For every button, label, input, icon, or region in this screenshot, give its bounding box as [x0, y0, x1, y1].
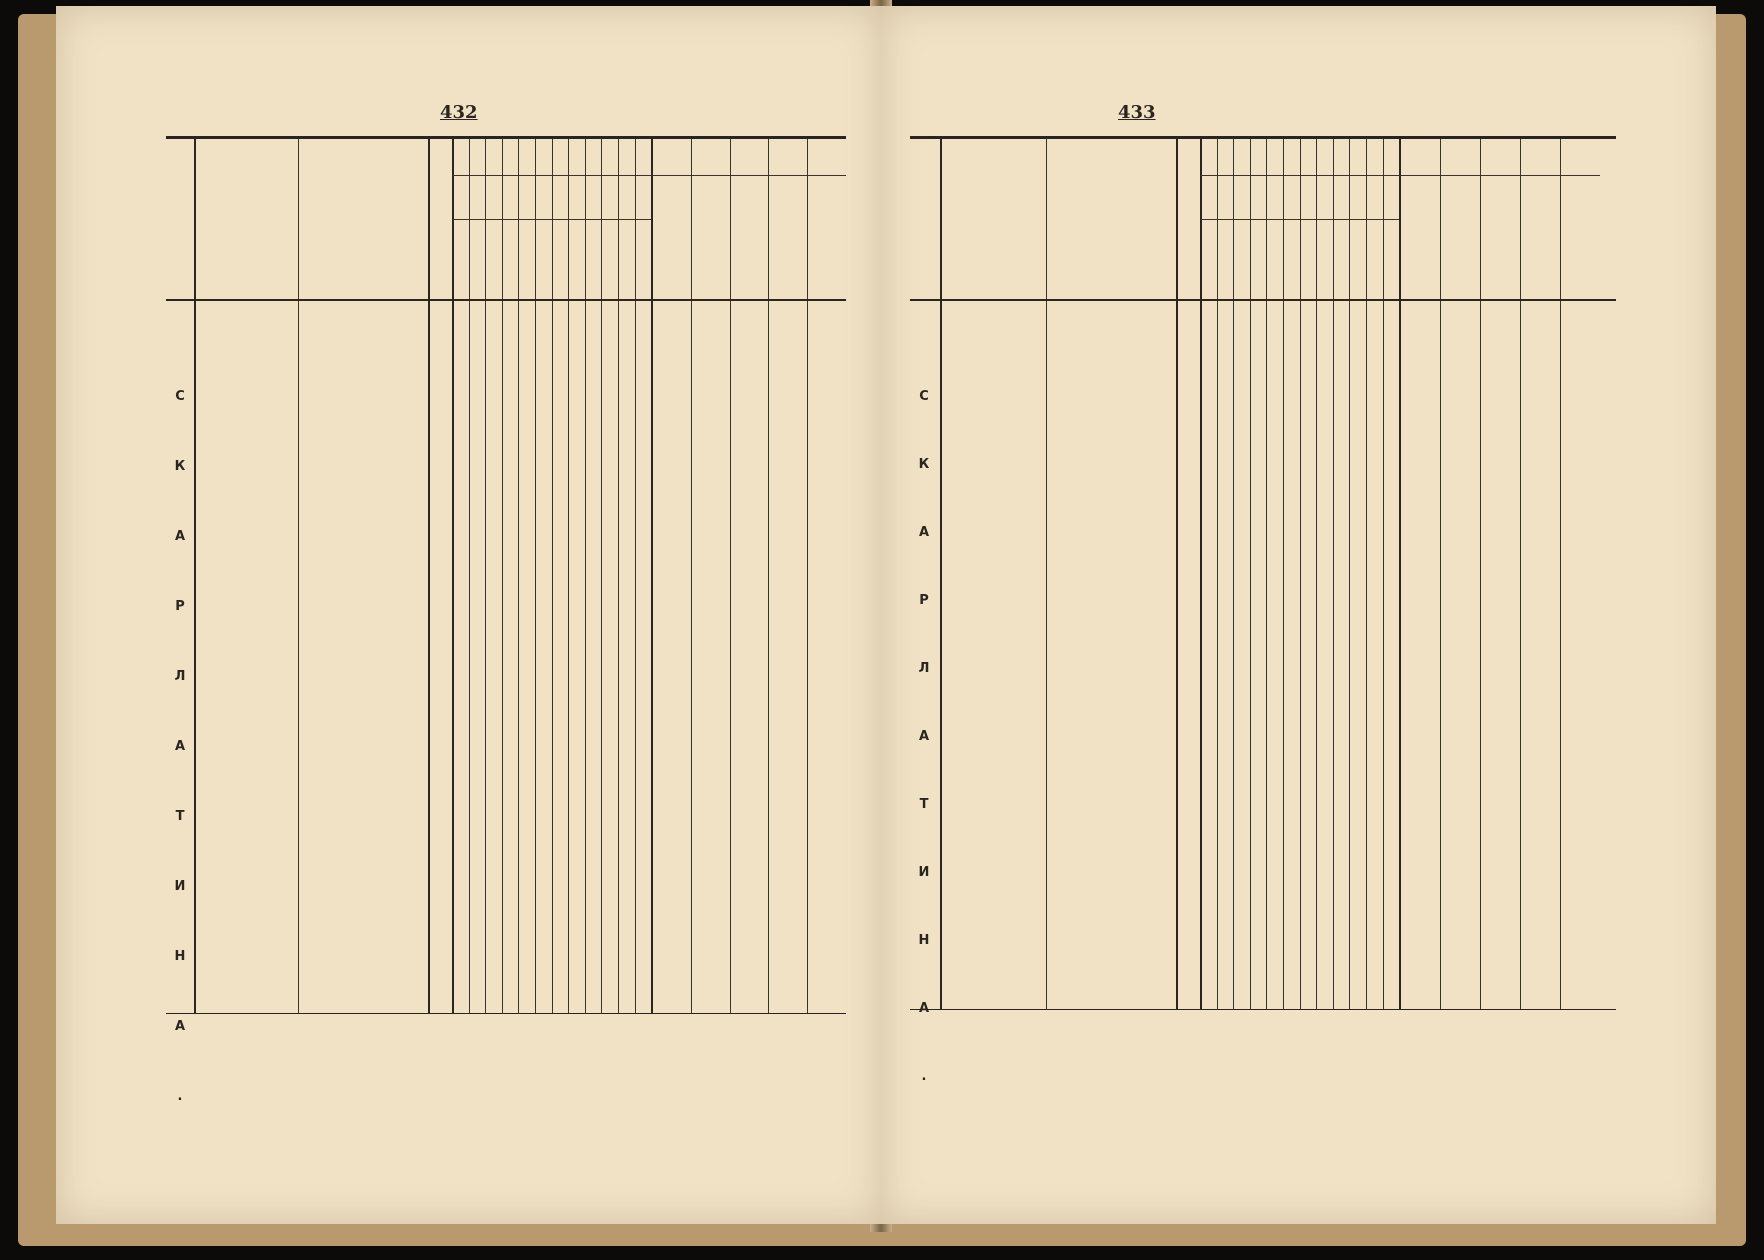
disease-letter: И	[918, 865, 930, 880]
column-divider	[585, 139, 586, 1013]
column-divider	[1440, 139, 1441, 1009]
column-divider	[568, 139, 569, 1013]
column-divider	[552, 139, 553, 1013]
column-divider	[1383, 139, 1384, 1009]
column-divider	[452, 139, 454, 1013]
column-divider	[1333, 139, 1334, 1009]
column-divider	[768, 139, 769, 1013]
page-number: 432	[440, 102, 478, 123]
column-divider	[1250, 139, 1251, 1009]
disease-letter: Р	[175, 599, 185, 614]
column-divider	[469, 139, 470, 1013]
column-divider	[1283, 139, 1284, 1009]
disease-letter: А	[918, 525, 930, 540]
header-divider	[1200, 219, 1399, 220]
disease-letter: Т	[919, 797, 929, 812]
column-divider	[1200, 139, 1202, 1009]
column-divider	[1233, 139, 1234, 1009]
disease-letter: С	[919, 389, 929, 404]
disease-letter: А	[918, 1001, 930, 1016]
column-divider	[1399, 139, 1401, 1009]
disease-letter: Л	[918, 661, 930, 676]
header-divider	[452, 175, 846, 176]
column-divider	[1266, 139, 1267, 1009]
left-table	[166, 136, 846, 1104]
column-divider	[485, 139, 486, 1013]
disease-letter: А	[174, 739, 186, 754]
disease-letter: А	[918, 729, 930, 744]
disease-letter: А	[174, 529, 186, 544]
column-divider	[601, 139, 602, 1013]
disease-letter: А	[174, 1019, 186, 1034]
column-divider	[194, 139, 196, 1013]
page-number: 433	[1118, 102, 1156, 123]
disease-letter: И	[174, 879, 186, 894]
left-page	[56, 6, 882, 1224]
header-divider	[452, 219, 651, 220]
right-table	[910, 136, 1616, 1084]
column-divider	[807, 139, 808, 1013]
column-divider	[691, 139, 692, 1013]
column-divider	[1349, 139, 1350, 1009]
column-divider	[940, 139, 942, 1009]
header-bottom	[166, 299, 846, 301]
disease-letter: .	[177, 1089, 183, 1104]
header-bottom	[910, 299, 1616, 301]
column-divider	[1366, 139, 1367, 1009]
column-divider	[1316, 139, 1317, 1009]
column-divider	[1046, 139, 1047, 1009]
column-divider	[428, 139, 430, 1013]
column-divider	[1300, 139, 1301, 1009]
column-divider	[618, 139, 619, 1013]
column-divider	[1560, 139, 1561, 1009]
column-divider	[635, 139, 636, 1013]
column-divider	[651, 139, 653, 1013]
column-divider	[502, 139, 503, 1013]
disease-letter: Р	[919, 593, 929, 608]
column-divider	[730, 139, 731, 1013]
disease-letter: Т	[175, 809, 185, 824]
column-divider	[518, 139, 519, 1013]
right-page	[880, 6, 1716, 1224]
column-divider	[535, 139, 536, 1013]
column-divider	[1520, 139, 1521, 1009]
disease-letter: Н	[174, 949, 186, 964]
disease-letter: С	[175, 389, 185, 404]
column-divider	[1217, 139, 1218, 1009]
disease-letter: К	[174, 459, 186, 474]
disease-letter: Н	[918, 933, 930, 948]
column-divider	[1480, 139, 1481, 1009]
disease-letter: Л	[174, 669, 186, 684]
disease-letter: К	[918, 457, 930, 472]
column-divider	[298, 139, 299, 1013]
header-divider	[1200, 175, 1600, 176]
disease-letter: .	[921, 1069, 927, 1084]
column-divider	[1176, 139, 1178, 1009]
